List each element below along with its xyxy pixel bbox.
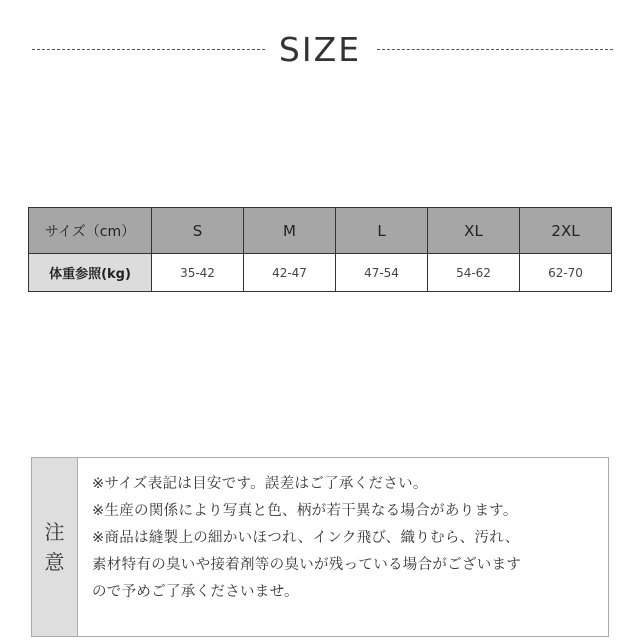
weight-cell: 54-62: [428, 254, 520, 292]
size-cell: XL: [428, 208, 520, 254]
notes-text: [78, 458, 521, 636]
size-cell: L: [336, 208, 428, 254]
notes-label-char: 意: [44, 550, 65, 574]
weight-cell: 35-42: [152, 254, 244, 292]
notes-box: [31, 457, 609, 637]
page-title: SIZE: [278, 30, 362, 69]
note-line: ※サイズ表記は目安です。誤差はご了承ください。: [92, 476, 428, 492]
size-header-label: サイズ（cm）: [29, 208, 152, 254]
title-divider-left: [32, 49, 265, 50]
note-line: 素材特有の臭いや接着剤等の臭いが残っている場合がございます: [92, 557, 522, 573]
weight-cell: 47-54: [336, 254, 428, 292]
size-table: [28, 207, 612, 292]
size-header-row: [29, 208, 612, 254]
notes-label-char: 注: [44, 520, 65, 544]
weight-label: 体重参照(kg): [29, 254, 152, 292]
note-line: ※生産の関係により写真と色、柄が若干異なる場合があります。: [92, 503, 518, 519]
weight-cell: 42-47: [244, 254, 336, 292]
notes-label: [32, 458, 78, 636]
size-cell: 2XL: [520, 208, 612, 254]
note-line: ※商品は縫製上の細かいほつれ、インク飛び、織りむら、汚れ、: [92, 530, 520, 546]
size-cell: M: [244, 208, 336, 254]
weight-row: [29, 254, 612, 292]
weight-cell: 62-70: [520, 254, 612, 292]
note-line: ので予めご了承くださいませ。: [92, 584, 299, 600]
size-cell: S: [152, 208, 244, 254]
title-row: [0, 28, 640, 72]
title-divider-right: [377, 49, 613, 50]
